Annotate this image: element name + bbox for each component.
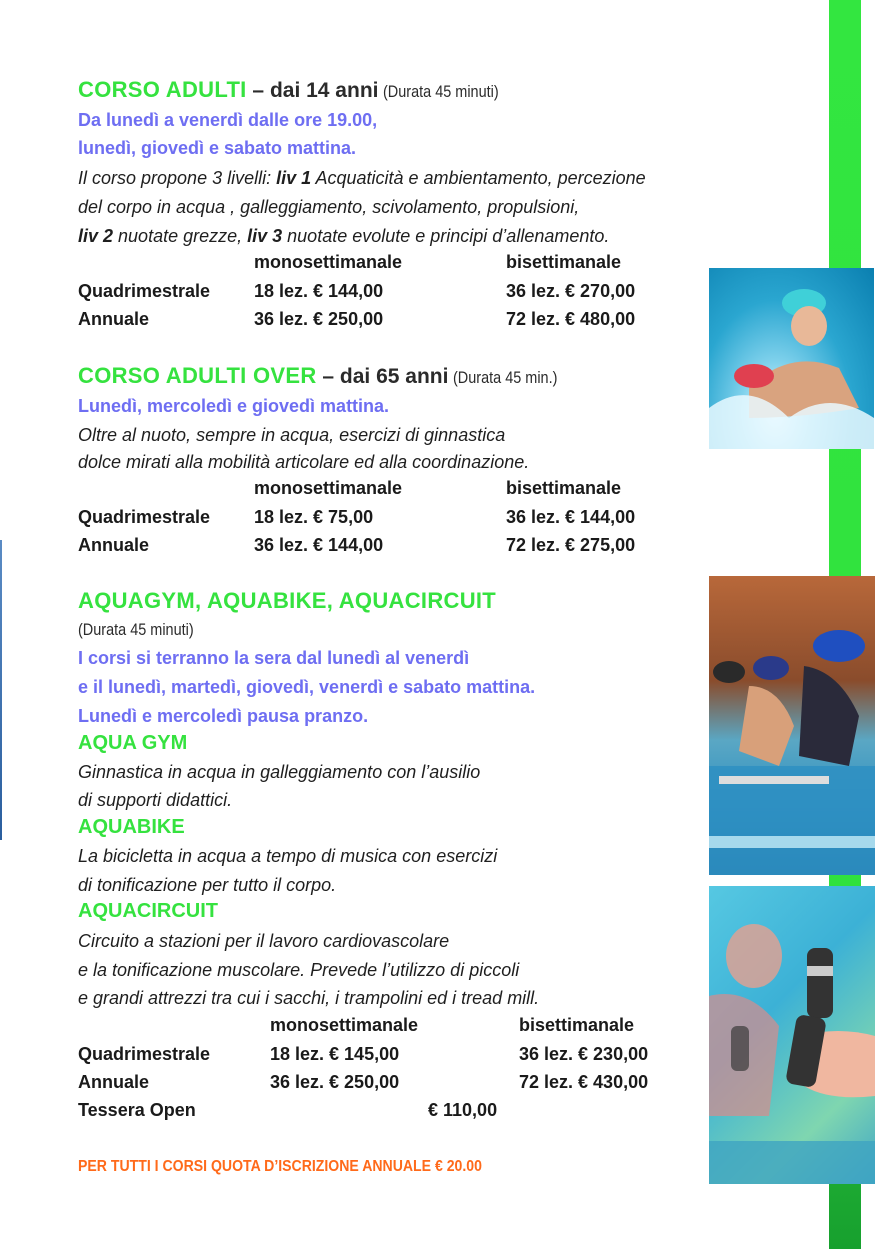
section1-schedule-1: Da lunedì a venerdì dalle ore 19.00, [78, 110, 378, 130]
row-label: Quadrimestrale [78, 507, 211, 527]
aquacircuit-desc-2: e la tonificazione muscolare. Prevede l’utilizzo di piccoli [78, 960, 520, 980]
row-label: Quadrimestrale [78, 1044, 211, 1064]
price-cell: 36 lez. € 144,00 [506, 507, 636, 527]
row-label: Quadrimestrale [78, 281, 211, 301]
section2-duration: (Durata 45 min.) [452, 368, 558, 387]
section3-schedule-3: Lunedì e mercoledì pausa pranzo. [78, 706, 369, 726]
section1-duration: (Durata 45 minuti) [382, 82, 499, 101]
price-cell: 72 lez. € 480,00 [506, 309, 636, 329]
row-label: Annuale [78, 535, 150, 555]
section3-schedule-1: I corsi si terranno la sera dal lunedì al venerdì [78, 648, 470, 668]
price-cell: 18 lez. € 145,00 [270, 1044, 400, 1064]
desc-text: Acquaticità e ambientamento, percezione [311, 168, 646, 188]
swimmer-illustration [709, 268, 874, 449]
row-label: Tessera Open [78, 1100, 196, 1120]
col-header-bi: bisettimanale [506, 478, 622, 498]
aquagym-desc-2: di supporti didattici. [78, 790, 233, 810]
price-cell: 36 lez. € 250,00 [270, 1072, 400, 1092]
section2-title: CORSO ADULTI OVER [78, 363, 317, 388]
price-cell: 36 lez. € 230,00 [519, 1044, 649, 1064]
section1-schedule-2: lunedì, giovedì e sabato mattina. [78, 138, 357, 158]
section3-duration: (Durata 45 minuti) [78, 620, 194, 639]
swimmer-photo [709, 268, 874, 449]
level-label: liv 1 [276, 168, 312, 188]
price-cell: 18 lez. € 75,00 [254, 507, 374, 527]
row-label: Annuale [78, 1072, 150, 1092]
section3-price-table [78, 1015, 698, 1130]
section3-title: AQUAGYM, AQUABIKE, AQUACIRCUIT [78, 588, 497, 613]
col-header-mono: monosettimanale [254, 252, 403, 272]
section1-price-table [78, 252, 698, 342]
aquagym-title: AQUA GYM [78, 732, 188, 754]
section2-schedule-1: Lunedì, mercoledì e giovedì mattina. [78, 396, 390, 416]
section3-schedule-2: e il lunedì, martedì, giovedì, venerdì e sabato mattina. [78, 677, 536, 697]
price-cell: 18 lez. € 144,00 [254, 281, 384, 301]
col-header-mono: monosettimanale [254, 478, 403, 498]
col-header-bi: bisettimanale [506, 252, 622, 272]
section2-age: – dai 65 anni [316, 365, 449, 388]
aquabike-desc-1: La bicicletta in acqua a tempo di musica con esercizi [78, 846, 498, 866]
section2-desc-2: dolce mirati alla mobilità articolare ed alla coordinazione. [78, 452, 530, 472]
aquacircuit-desc-1: Circuito a stazioni per il lavoro cardiovascolare [78, 931, 450, 951]
aquabike-desc-2: di tonificazione per tutto il corpo. [78, 875, 337, 895]
col-header-mono: monosettimanale [270, 1015, 419, 1035]
section1-desc-1 [78, 168, 646, 189]
section3-duration-line [78, 620, 214, 640]
aquagym-desc-1: Ginnastica in acqua in galleggiamento con l’ausilio [78, 762, 481, 782]
dumbbell-illustration [709, 886, 875, 1184]
aquabike-photo [709, 576, 875, 875]
enrollment-fee-note: PER TUTTI I CORSI QUOTA D’ISCRIZIONE ANNUALE € 20.00 [78, 1158, 482, 1175]
section1-desc-2: del corpo in acqua , galleggiamento, scivolamento, propulsioni, [78, 197, 580, 217]
section1-title: CORSO ADULTI [78, 77, 247, 102]
section1-desc-3 [78, 226, 609, 247]
aquabike-title: AQUABIKE [78, 816, 185, 838]
level-label: liv 2 [78, 226, 114, 246]
section2-price-table [78, 478, 698, 568]
desc-text: nuotate grezze, [113, 226, 248, 246]
col-header-bi: bisettimanale [519, 1015, 635, 1035]
footer-line [78, 1158, 537, 1176]
left-edge-bar [0, 540, 2, 840]
level-label: liv 3 [247, 226, 283, 246]
desc-text: nuotate evolute e principi d’allenamento. [282, 226, 610, 246]
section2-heading [78, 363, 576, 389]
price-cell: € 110,00 [428, 1100, 498, 1120]
price-cell: 36 lez. € 250,00 [254, 309, 384, 329]
price-cell: 36 lez. € 270,00 [506, 281, 636, 301]
aquabike-illustration [709, 576, 875, 875]
aquacircuit-title: AQUACIRCUIT [78, 900, 218, 922]
section1-age: – dai 14 anni [246, 79, 379, 102]
aquacircuit-desc-3: e grandi attrezzi tra cui i sacchi, i trampolini ed i tread mill. [78, 988, 540, 1008]
section2-desc-1: Oltre al nuoto, sempre in acqua, esercizi di ginnastica [78, 425, 506, 445]
section1-heading [78, 77, 519, 103]
row-label: Annuale [78, 309, 150, 329]
price-cell: 72 lez. € 275,00 [506, 535, 636, 555]
price-cell: 72 lez. € 430,00 [519, 1072, 649, 1092]
dumbbell-photo [709, 886, 875, 1184]
price-cell: 36 lez. € 144,00 [254, 535, 384, 555]
desc-text: Il corso propone 3 livelli: [78, 168, 277, 188]
